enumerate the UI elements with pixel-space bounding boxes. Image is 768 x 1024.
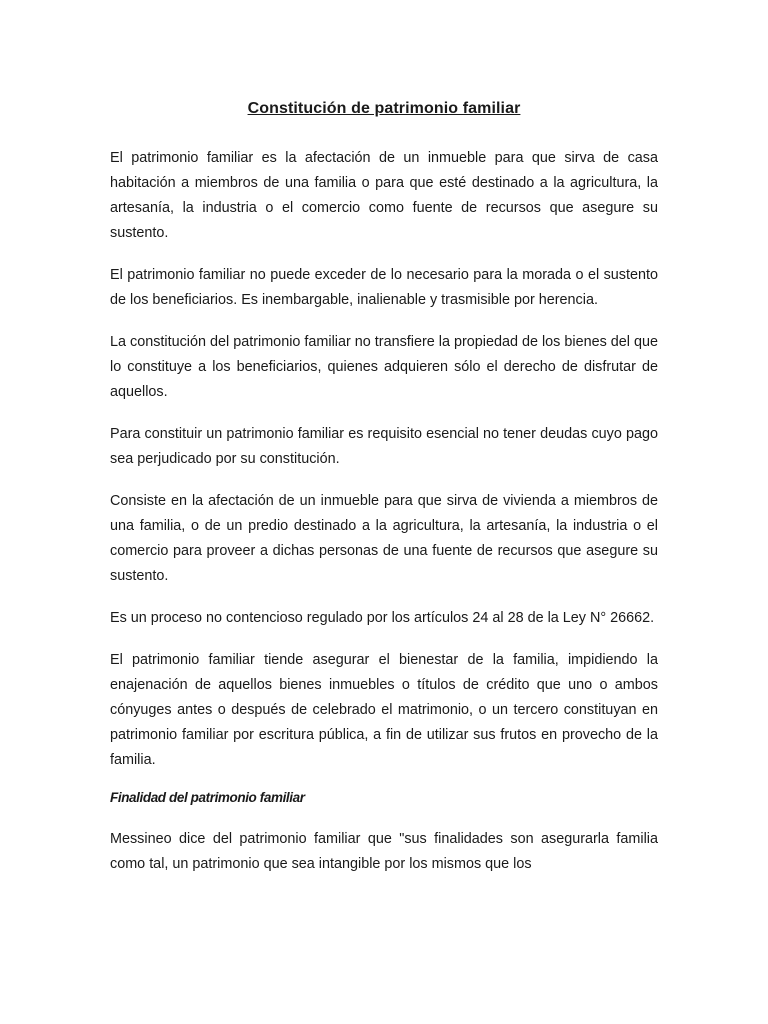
document-page: [110, 100, 658, 894]
paragraph: El patrimonio familiar no puede exceder de lo necesario para la morada o el sustento de los beneficiarios. Es inembargable, inalienable y trasmisible por herencia.: [110, 267, 658, 308]
paragraph: El patrimonio familiar tiende asegurar el bienestar de la familia, impidiendo la enajenación de aquellos bienes inmuebles o títulos de crédito que uno o ambos cónyuges antes o después de celebrado el matrimonio, o un tercero constituyan en patrimonio familiar por escritura pública, a fin de utilizar sus frutos en provecho de la familia.: [110, 652, 658, 768]
document-title: Constitución de patrimonio familiar: [247, 100, 521, 117]
paragraph: Consiste en la afectación de un inmueble para que sirva de vivienda a miembros de una familia, o de un predio destinado a la agricultura, la artesanía, la industria o el comercio para proveer a dichas personas de una fuente de recursos que asegure su sustento.: [110, 493, 658, 584]
paragraph: La constitución del patrimonio familiar no transfiere la propiedad de los bienes del que lo constituye a los beneficiarios, quienes adquieren sólo el derecho de disfrutar de aquellos.: [110, 334, 658, 400]
paragraph: El patrimonio familiar es la afectación de un inmueble para que sirva de casa habitación a miembros de una familia o para que esté destinado a la agricultura, la artesanía, la industria o el comercio como fuente de recursos que asegure su sustento.: [110, 150, 658, 241]
paragraph: Es un proceso no contencioso regulado por los artículos 24 al 28 de la Ley N° 26662.: [110, 610, 655, 626]
paragraph-final: Messineo dice del patrimonio familiar que "sus finalidades son asegurarla familia como tal, un patrimonio que sea intangible por los mismos que los: [110, 831, 658, 872]
section-subheading: Finalidad del patrimonio familiar: [110, 790, 305, 805]
paragraph: Para constituir un patrimonio familiar es requisito esencial no tener deudas cuyo pago sea perjudicado por su constitución.: [110, 426, 658, 467]
